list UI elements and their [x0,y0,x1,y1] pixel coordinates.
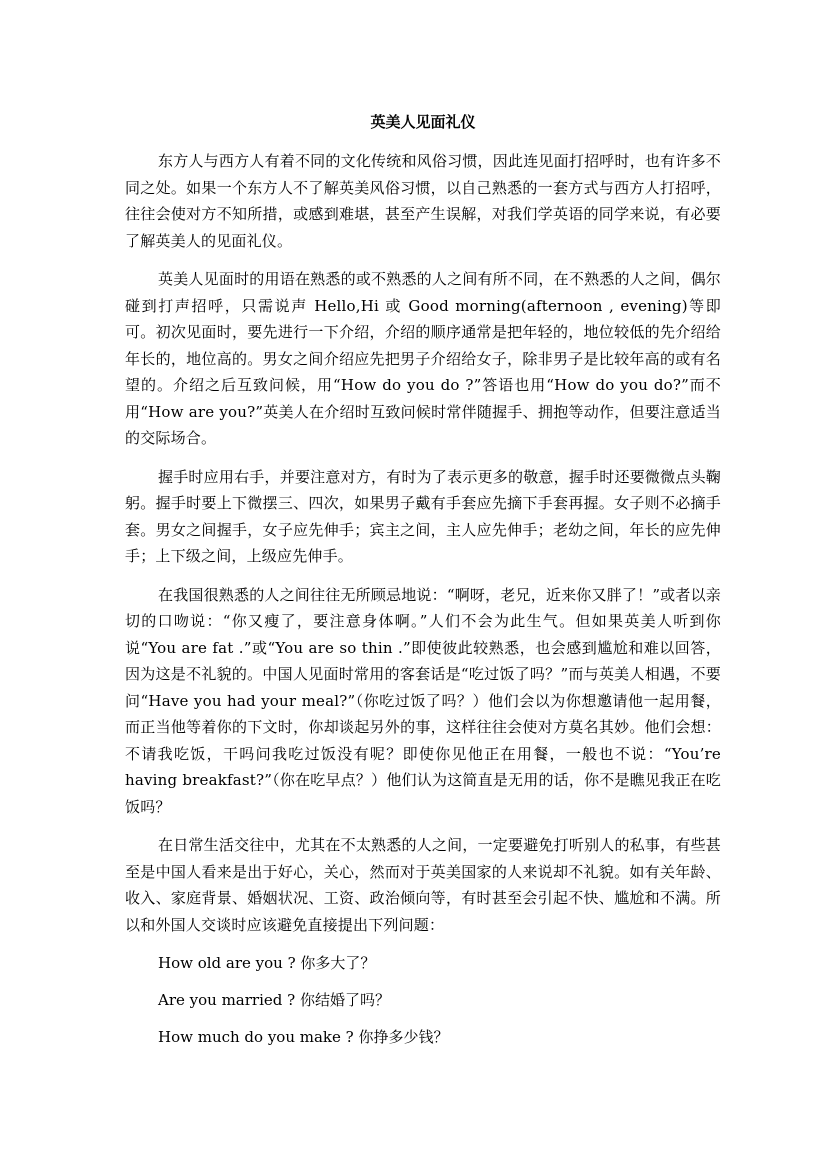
paragraph-privacy: 在日常生活交往中，尤其在不太熟悉的人之间，一定要避免打听别人的私事，有些甚至是中国人看来是出于好心，关心，然而对于英美国家的人来说却不礼貌。如有关年龄、收入、家庭背景、婚姻状况、工资、政治倾向等，有时甚至会引起不快、尴尬和不满。所以和外国人交谈时应该避免直接提出下列问题： [125,836,721,934]
document-title: 英美人见面礼仪 [370,113,476,131]
paragraph-small-talk: 在我国很熟悉的人之间往往无所顾忌地说：“啊呀，老兄，近来你又胖了！”或者以亲切的口吻说：“你又瘦了，要注意身体啊。”人们不会为此生气。但如果英美人听到你说“You are fat .”或“You are so thin .”即使彼此较熟悉，也会感到尴尬和难以回答，因为这是不礼貌的。中国人见面时常用的客套话是“吃过饭了吗？”而与英美人相遇，不要问“Have you had your meal?”（你吃过饭了吗？）他们会以为你想邀请他一起用餐，而正当他等着你的下文时，你却谈起另外的事，这样往往会使对方莫名其妙。他们会想：不请我吃饭，干吗问我吃过饭没有呢？即使你见他正在用餐，一般也不说：“You’re having breakfast?”（你在吃早点？）他们认为这简直是无用的话，你不是瞧见我正在吃饭吗？ [125,585,721,816]
paragraph-handshake: 握手时应用右手，并要注意对方，有时为了表示更多的敬意，握手时还要微微点头鞠躬。握手时要上下微摆三、四次，如果男子戴有手套应先摘下手套再握。女子则不必摘手套。男女之间握手，女子应先伸手；宾主之间，主人应先伸手；老幼之间，年长的应先伸手；上下级之间，上级应先伸手。 [125,467,721,565]
paragraph-intro: 东方人与西方人有着不同的文化传统和风俗习惯，因此连见面打招呼时，也有许多不同之处。如果一个东方人不了解英美风俗习惯，以自己熟悉的一套方式与西方人打招呼，往往会使对方不知所措，或感到难堪，甚至产生误解，对我们学英语的同学来说，有必要了解英美人的见面礼仪。 [125,152,721,250]
question-item: Are you married ? 你结婚了吗？ [158,991,390,1009]
document-page [125,112,721,1061]
question-item: How much do you make ? 你挣多少钱？ [158,1028,449,1046]
question-item: How old are you ? 你多大了？ [158,954,376,972]
paragraph-greetings: 英美人见面时的用语在熟悉的或不熟悉的人之间有所不同，在不熟悉的人之间，偶尔碰到打声招呼，只需说声 Hello,Hi 或 Good morning(afternoon , evening)等即可。初次见面时，要先进行一下介绍，介绍的顺序通常是把年轻的，地位较低的先介绍给年长的，地位高的。男女之间介绍应先把男子介绍给女子，除非男子是比较年高的或有名望的。介绍之后互致问候，用“How do you do ?”答语也用“How do you do?”而不用“How are you?”英美人在介绍时互致问候时常伴随握手、拥抱等动作，但要注意适当的交际场合。 [125,270,721,447]
